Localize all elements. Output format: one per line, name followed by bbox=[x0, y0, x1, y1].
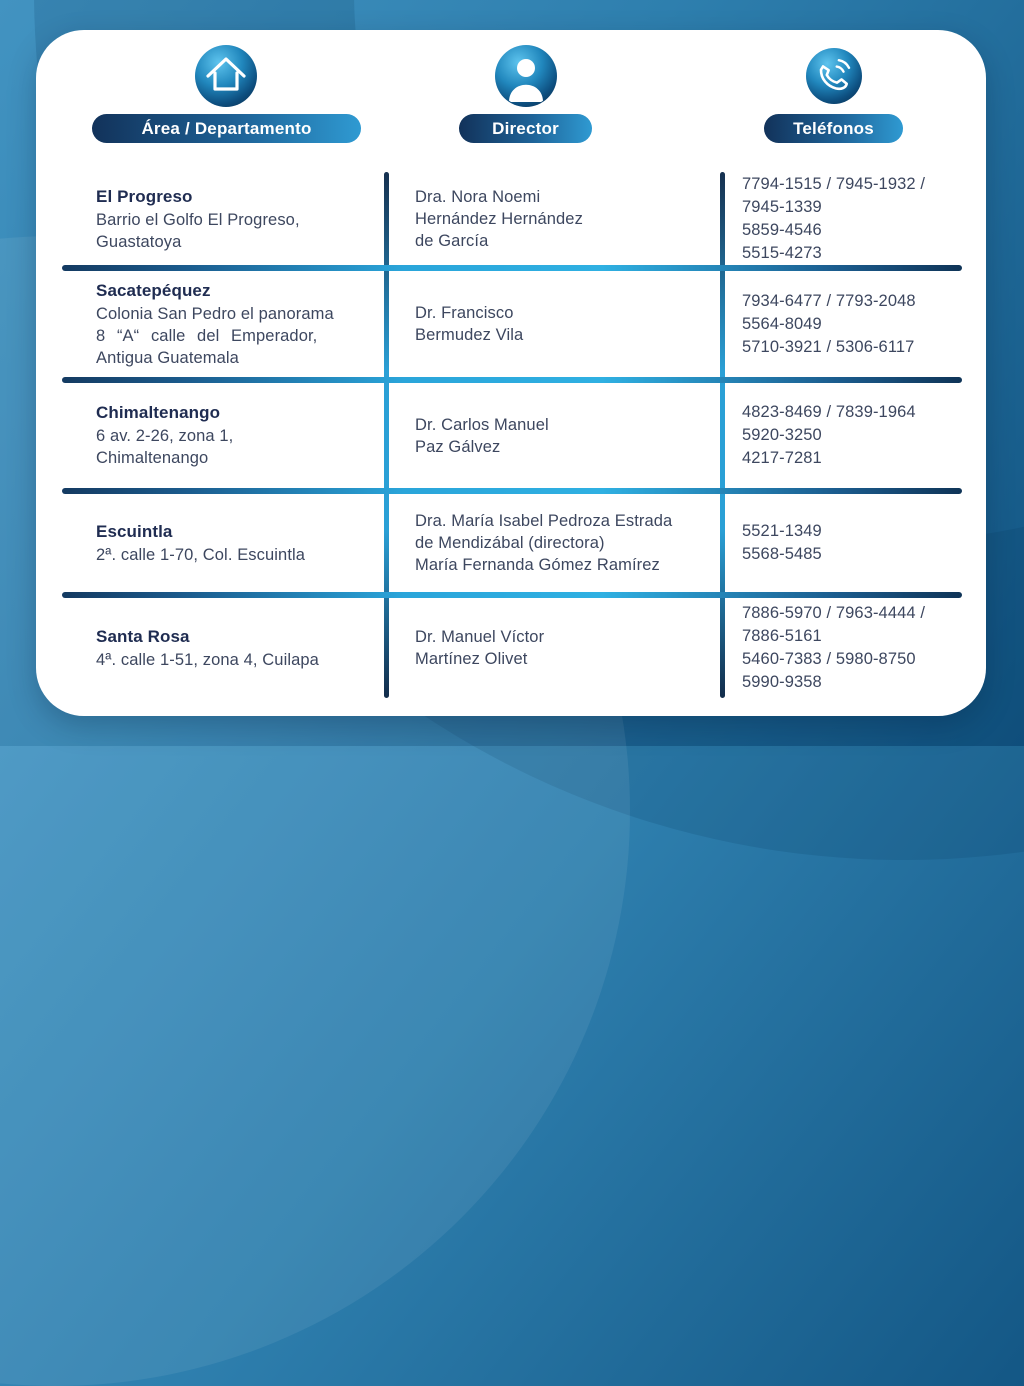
director-cell bbox=[387, 595, 723, 701]
house-icon bbox=[194, 44, 258, 108]
address-line: 6 av. 2-26, zona 1, bbox=[96, 427, 234, 445]
director-line: Martínez Olivet bbox=[415, 650, 528, 668]
person-icon bbox=[494, 44, 558, 108]
address-line: Antigua Guatemala bbox=[96, 348, 239, 367]
directory-card bbox=[36, 30, 986, 716]
department-name: Sacatepéquez bbox=[96, 280, 211, 300]
phones-cell bbox=[723, 595, 962, 701]
address-line: 4ª. calle 1-51, zona 4, Cuilapa bbox=[96, 650, 319, 669]
directory-table bbox=[62, 170, 962, 701]
phone-line: 5568-5485 bbox=[742, 545, 822, 563]
director-line: María Fernanda Gómez Ramírez bbox=[415, 556, 660, 574]
director-line: Dra. María Isabel Pedroza Estrada bbox=[415, 512, 673, 530]
department-address bbox=[96, 649, 377, 671]
director-cell bbox=[387, 170, 723, 268]
phone-line: 7886-5161 bbox=[742, 627, 822, 645]
table-row bbox=[62, 595, 962, 701]
table-row bbox=[62, 491, 962, 595]
phones-cell bbox=[723, 170, 962, 268]
department-address bbox=[96, 425, 377, 469]
department-address bbox=[96, 209, 377, 253]
phone-line: 7794-1515 / 7945-1932 / bbox=[742, 175, 926, 193]
row-divider bbox=[62, 592, 962, 598]
phone-numbers bbox=[742, 173, 958, 265]
director-name bbox=[415, 510, 715, 576]
phones-cell bbox=[723, 380, 962, 491]
phones-cell bbox=[723, 491, 962, 595]
table-row bbox=[62, 380, 962, 491]
director-line: Dr. Carlos Manuel bbox=[415, 415, 549, 434]
phone-numbers bbox=[742, 401, 958, 470]
phone-line: 7945-1339 bbox=[742, 198, 822, 216]
area-cell bbox=[62, 595, 387, 701]
director-name bbox=[415, 626, 715, 670]
phone-numbers bbox=[742, 520, 958, 566]
director-line: de García bbox=[415, 232, 489, 250]
department-name: Chimaltenango bbox=[96, 403, 221, 422]
row-divider bbox=[62, 265, 962, 271]
director-cell bbox=[387, 268, 723, 380]
department-address bbox=[96, 544, 377, 566]
area-cell bbox=[62, 268, 387, 380]
department-name: Santa Rosa bbox=[96, 626, 190, 646]
address-line: 8 “A“ calle del Emperador, bbox=[96, 326, 318, 345]
area-cell bbox=[62, 491, 387, 595]
column-header-phones bbox=[764, 114, 903, 143]
phone-line: 5710-3921 / 5306-6117 bbox=[742, 337, 915, 356]
table-row bbox=[62, 268, 962, 380]
column-header-phones-label: Teléfonos bbox=[793, 118, 874, 138]
area-cell bbox=[62, 170, 387, 268]
phone-numbers bbox=[742, 602, 958, 694]
column-header-director-label: Director bbox=[492, 118, 559, 138]
director-line: Dra. Nora Noemi bbox=[415, 188, 541, 206]
address-line: Guastatoya bbox=[96, 232, 182, 251]
phone-line: 5460-7383 / 5980-8750 bbox=[742, 650, 916, 668]
column-divider-1 bbox=[384, 172, 389, 698]
director-name bbox=[415, 302, 715, 346]
row-divider bbox=[62, 488, 962, 494]
phones-cell bbox=[723, 268, 962, 380]
address-line: Colonia San Pedro el panorama bbox=[96, 304, 334, 323]
director-name bbox=[415, 414, 715, 458]
table-row bbox=[62, 170, 962, 268]
department-name: Escuintla bbox=[96, 521, 173, 541]
director-cell bbox=[387, 380, 723, 491]
director-line: Dr. Francisco bbox=[415, 304, 514, 322]
row-divider bbox=[62, 377, 962, 383]
phone-line: 4823-8469 / 7839-1964 bbox=[742, 403, 916, 421]
phone-line: 7886-5970 / 7963-4444 / bbox=[742, 604, 926, 622]
phone-line: 5564-8049 bbox=[742, 314, 822, 333]
phone-line: 5990-9358 bbox=[742, 673, 822, 691]
director-line: de Mendizábal (directora) bbox=[415, 534, 605, 552]
column-header-director bbox=[459, 114, 592, 143]
column-header-area bbox=[92, 114, 361, 143]
phone-line: 5859-4546 bbox=[742, 221, 822, 239]
phone-line: 4217-7281 bbox=[742, 449, 822, 467]
column-header-area-label: Área / Departamento bbox=[141, 118, 312, 138]
column-divider-2 bbox=[720, 172, 725, 698]
area-cell bbox=[62, 380, 387, 491]
director-line: Dr. Manuel Víctor bbox=[415, 628, 545, 646]
department-address bbox=[96, 303, 377, 369]
address-line: 2ª. calle 1-70, Col. Escuintla bbox=[96, 545, 306, 564]
phone-line: 5521-1349 bbox=[742, 522, 822, 540]
department-name: El Progreso bbox=[96, 186, 193, 206]
phone-line: 5515-4273 bbox=[742, 244, 822, 262]
director-name bbox=[415, 186, 715, 252]
address-line: Barrio el Golfo El Progreso, bbox=[96, 210, 300, 229]
director-line: Hernández Hernández bbox=[415, 210, 583, 228]
table-rows bbox=[62, 170, 962, 701]
director-line: Bermudez Vila bbox=[415, 326, 524, 344]
phone-line: 7934-6477 / 7793-2048 bbox=[742, 291, 916, 310]
phone-line: 5920-3250 bbox=[742, 426, 822, 444]
director-cell bbox=[387, 491, 723, 595]
address-line: Chimaltenango bbox=[96, 449, 209, 467]
director-line: Paz Gálvez bbox=[415, 437, 501, 456]
phone-numbers bbox=[742, 290, 958, 359]
phone-icon bbox=[805, 47, 863, 105]
